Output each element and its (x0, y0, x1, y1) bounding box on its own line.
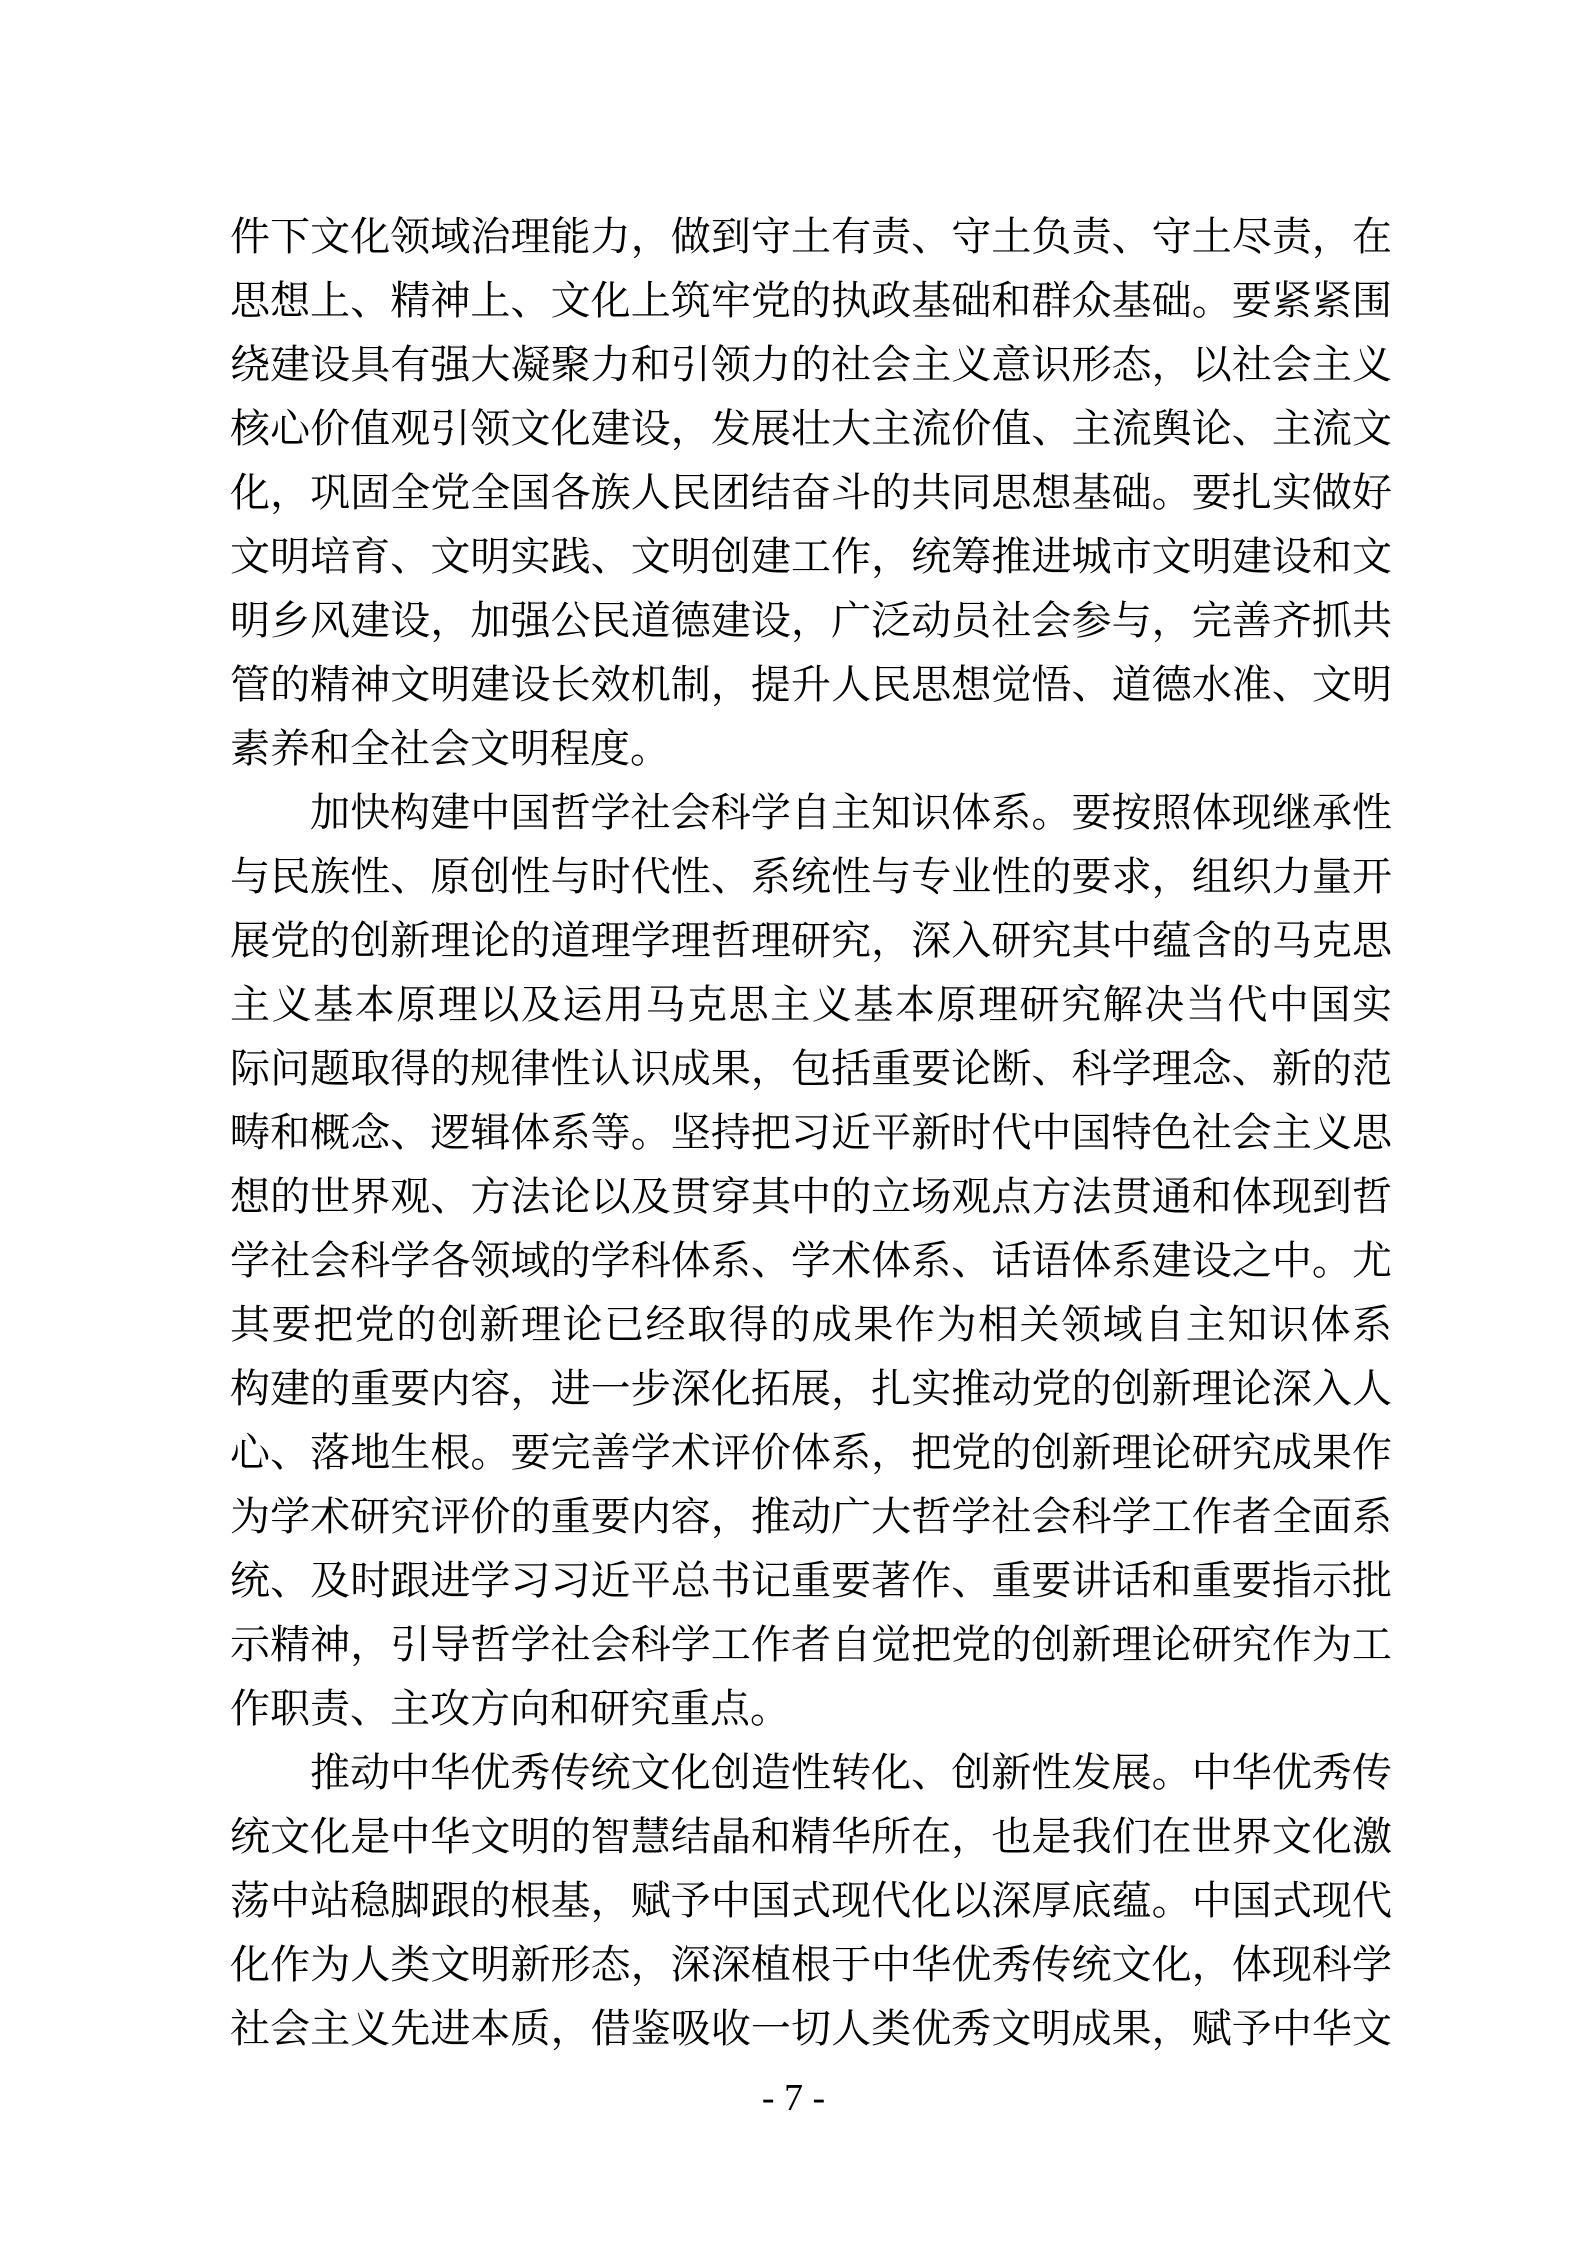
text-line: 化，巩固全党全国各族人民团结奋斗的共同思想基础。要扎实做好 (230, 470, 1392, 515)
text-line: 绕建设具有强大凝聚力和引领力的社会主义意识形态，以社会主义 (230, 342, 1392, 387)
text-line: 主义基本原理以及运用马克思主义基本原理研究解决当代中国实 (230, 982, 1392, 1027)
text-line: 作职责、主攻方向和研究重点。 (230, 1686, 790, 1731)
text-line: 构建的重要内容，进一步深化拓展，扎实推动党的创新理论深入人 (230, 1366, 1392, 1411)
text-line: 畴和概念、逻辑体系等。坚持把习近平新时代中国特色社会主义思 (230, 1110, 1392, 1155)
page-footer (0, 2076, 1587, 2120)
text-line: 荡中站稳脚跟的根基，赋予中国式现代化以深厚底蕴。中国式现代 (230, 1878, 1392, 1923)
text-line: 化作为人类文明新形态，深深植根于中华优秀传统文化，体现科学 (230, 1942, 1392, 1987)
text-line: 其要把党的创新理论已经取得的成果作为相关领域自主知识体系 (230, 1302, 1392, 1347)
text-line: 际问题取得的规律性认识成果，包括重要论断、科学理念、新的范 (230, 1046, 1392, 1091)
paragraph (230, 1741, 1392, 2061)
text-line: 件下文化领域治理能力，做到守土有责、守土负责、守土尽责，在 (230, 214, 1392, 259)
text-line: 管的精神文明建设长效机制，提升人民思想觉悟、道德水准、文明 (230, 662, 1392, 707)
text-line: 展党的创新理论的道理学理哲理研究，深入研究其中蕴含的马克思 (230, 918, 1392, 963)
text-line: 想的世界观、方法论以及贯穿其中的立场观点方法贯通和体现到哲 (230, 1174, 1392, 1219)
text-line: 素养和全社会文明程度。 (230, 726, 670, 771)
text-line: 统、及时跟进学习习近平总书记重要著作、重要讲话和重要指示批 (230, 1558, 1392, 1603)
text-line: 学社会科学各领域的学科体系、学术体系、话语体系建设之中。尤 (230, 1238, 1392, 1283)
text-line: 为学术研究评价的重要内容，推动广大哲学社会科学工作者全面系 (230, 1494, 1392, 1539)
page-number: - 7 - (761, 2077, 826, 2119)
text-line: 加快构建中国哲学社会科学自主知识体系。要按照体现继承性 (310, 790, 1392, 835)
paragraph (230, 205, 1392, 781)
text-line: 明乡风建设，加强公民道德建设，广泛动员社会参与，完善齐抓共 (230, 598, 1392, 643)
text-line: 社会主义先进本质，借鉴吸收一切人类优秀文明成果，赋予中华文 (230, 2006, 1392, 2051)
text-line: 心、落地生根。要完善学术评价体系，把党的创新理论研究成果作 (230, 1430, 1392, 1475)
document-body (230, 205, 1392, 2061)
text-line: 文明培育、文明实践、文明创建工作，统筹推进城市文明建设和文 (230, 534, 1392, 579)
text-line: 推动中华优秀传统文化创造性转化、创新性发展。中华优秀传 (310, 1750, 1392, 1795)
text-line: 核心价值观引领文化建设，发展壮大主流价值、主流舆论、主流文 (230, 406, 1392, 451)
text-line: 思想上、精神上、文化上筑牢党的执政基础和群众基础。要紧紧围 (230, 278, 1392, 323)
text-line: 示精神，引导哲学社会科学工作者自觉把党的创新理论研究作为工 (230, 1622, 1392, 1667)
text-line: 统文化是中华文明的智慧结晶和精华所在，也是我们在世界文化激 (230, 1814, 1392, 1859)
text-line: 与民族性、原创性与时代性、系统性与专业性的要求，组织力量开 (230, 854, 1392, 899)
paragraph (230, 781, 1392, 1741)
